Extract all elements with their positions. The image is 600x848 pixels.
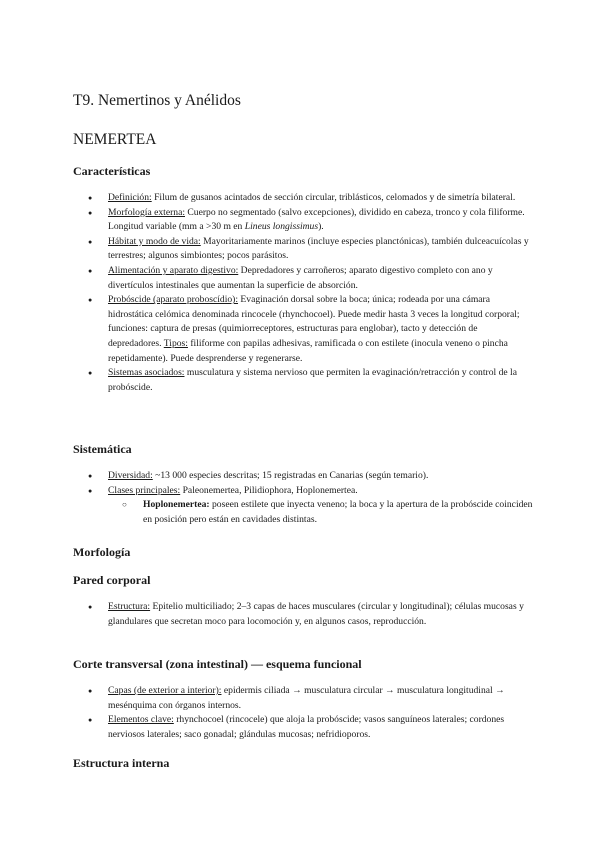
list-item: ● Elementos clave: rhynchocoel (rincocele) que aloja la probóscide; vasos sanguíneos laterales; cordones nerviosos laterales; saco gonadal; glándulas mucosas; nefridioporos. <box>73 713 533 742</box>
list-item: ● Definición: Filum de gusanos acintados de sección circular, triblásticos, celomados y de simetría bilateral. <box>73 191 533 206</box>
list-item: ● Morfología externa: Cuerpo no segmentado (salvo excepciones), dividido en cabeza, tronco y cola filiforme. Longitud variable (mm a >30 m en Lineus longissimus). <box>73 206 533 235</box>
list-corte <box>73 684 533 742</box>
list-sistematica <box>73 469 533 527</box>
sublist-clases <box>108 498 533 527</box>
list-item: ● Probóscide (aparato proboscídio): Evaginación dorsal sobre la boca; única; rodeada por una cámara hidrostática celómica denominada rincocele (rhynchocoel). Puede medir hasta 3 veces la longitud corporal; funciones: captura de presas (quimiorreceptores, estructuras para englobar), tacto y detección de depredadores. Tipos: filiforme con papilas adhesivas, ramificada o con estilete (inocula veneno o pincha repetidamente). Puede desprenderse y regenerarse. <box>73 293 533 366</box>
heading-corte-transversal: Corte transversal (zona intestinal) — esquema funcional <box>73 657 362 671</box>
list-item: ● Capas (de exterior a interior): epidermis ciliada → musculatura circular → musculatura longitudinal → mesénquima con órganos internos. <box>73 684 533 713</box>
list-item: ○ Hoplonemertea: poseen estilete que inyecta veneno; la boca y la apertura de la probóscide coinciden en posición pero están en cavidades distintas. <box>108 498 533 527</box>
list-item: ● Diversidad: ~13 000 especies descritas; 15 registradas en Canarias (según temario). <box>73 469 533 484</box>
page-title: T9. Nemertinos y Anélidos <box>73 92 241 109</box>
heading-caracteristicas: Características <box>73 164 151 178</box>
list-item: ● Alimentación y aparato digestivo: Depredadores y carroñeros; aparato digestivo completo con ano y divertículos intestinales que aumentan la superficie de absorción. <box>73 264 533 293</box>
list-item: ● Estructura: Epitelio multiciliado; 2–3 capas de haces musculares (circular y longitudinal); células mucosas y glandulares que secretan moco para locomoción y, en algunos casos, reproducción. <box>73 600 533 629</box>
section-heading-nemertea: NEMERTEA <box>73 131 157 148</box>
heading-sistematica: Sistemática <box>73 442 132 456</box>
list-item: ● Hábitat y modo de vida: Mayoritariamente marinos (incluye especies planctónicas), también dulceacuícolas y terrestres; algunos simbiontes; pocos parásitos. <box>73 235 533 264</box>
list-caracteristicas <box>73 191 533 395</box>
list-pared <box>73 600 533 629</box>
heading-morfologia: Morfología <box>73 545 131 559</box>
list-item: ● Sistemas asociados: musculatura y sistema nervioso que permiten la evaginación/retracción y control de la probóscide. <box>73 366 533 395</box>
heading-estructura-interna: Estructura interna <box>73 756 170 770</box>
heading-pared-corporal: Pared corporal <box>73 573 151 587</box>
list-item: ● Clases principales: Paleonemertea, Pilidiophora, Hoplonemertea. ○ Hoplonemertea: poseen estilete que inyecta veneno; la boca y la apertura de la probóscide coinciden en posición pero están en cavidades distintas. <box>73 484 533 528</box>
